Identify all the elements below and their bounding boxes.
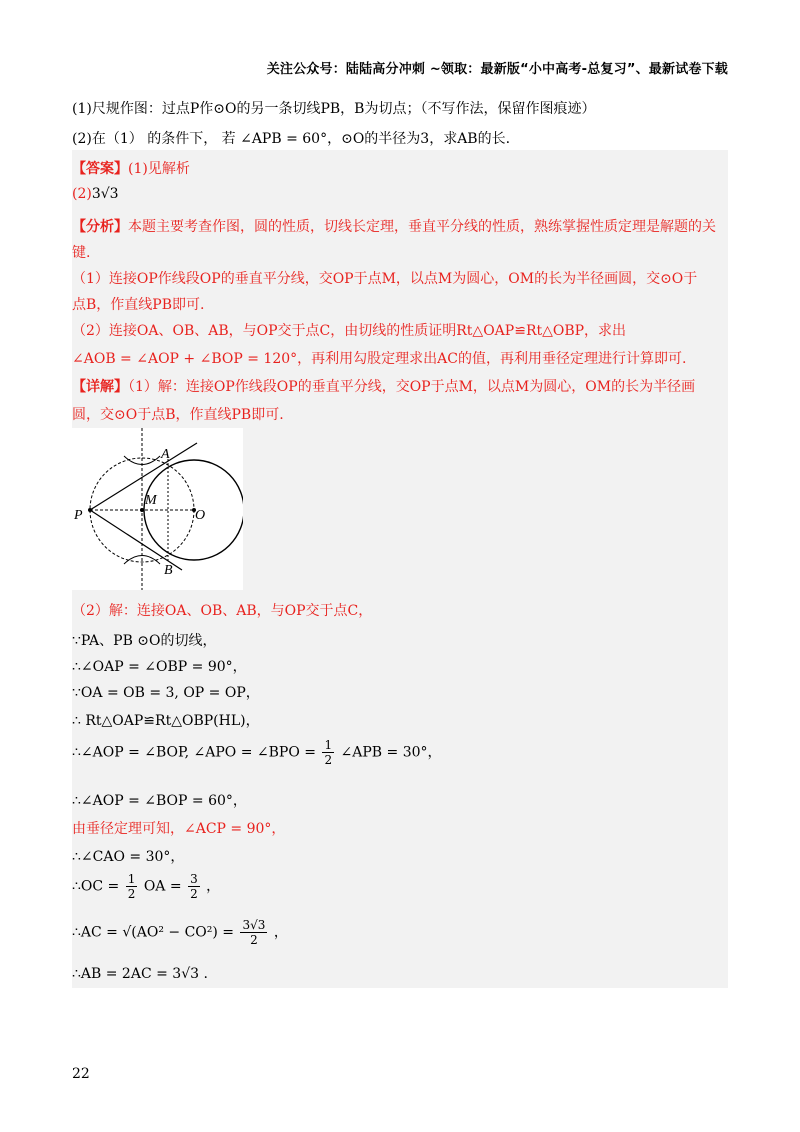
fraction-ac [240,918,267,947]
solution-step-1: （2）解：连接OA、OB、AB，与OP交于点C， [72,603,373,619]
answer-2-value: 3√3 [91,186,119,202]
point-p [88,508,92,512]
question-part-2: (2)在（1） 的条件下， 若 ∠APB = 60°，⊙O的半径为3，求AB的长. [72,131,511,147]
analysis-label: 【分析】 [72,219,128,235]
label-a: A [161,447,170,462]
fraction-three-halves-num: 3 [190,872,198,886]
fraction-ac-den: 2 [250,933,258,947]
question-part-1: (1)尺规作图：过点P作⊙O的另一条切线PB，B为切点；（不写作法，保留作图痕迹） [72,101,596,117]
analysis-line-1 [72,216,716,236]
answer-label: 【答案】 [72,161,128,177]
fraction-half-2-num: 1 [127,872,136,886]
fraction-three-halves [188,872,200,901]
solution-step-3: ∴∠OAP = ∠OBP = 90°， [72,659,247,675]
step-11-b: ， [273,924,288,941]
geometry-svg [72,428,243,590]
analysis-line-2: 键. [72,245,91,261]
point-m [140,508,144,512]
solution-step-4: ∵OA = OB = 3, OP = OP， [72,685,260,701]
tangent-pa [90,443,197,510]
answer-2-prefix: (2) [72,186,92,202]
solution-step-8: 由垂径定理可知，∠ACP = 90°， [72,821,286,837]
detail-label: 【详解】 [72,379,128,395]
answer-1: (1)见解析 [128,161,190,177]
label-b: B [164,563,173,578]
solution-step-5: ∴ Rt△OAP≌Rt△OBP(HL)， [72,713,260,729]
answer-line-1 [72,158,190,178]
fraction-half [322,738,334,767]
analysis-line-5: （2）连接OA、OB、AB，与OP交于点C，由切线的性质证明Rt△OAP≌Rt△OBP，求出 [72,323,627,339]
analysis-line-6: ∠AOB = ∠AOP + ∠BOP = 120°，再利用勾股定理求出AC的值，再利用垂径定理进行计算即可. [72,351,687,367]
fraction-three-halves-den: 2 [190,887,198,901]
step-10-b: OA = [143,878,182,895]
label-p: P [74,508,83,523]
detail-line-1 [72,376,695,396]
analysis-text-1: 本题主要考查作图，圆的性质，切线长定理，垂直平分线的性质，熟练掌握性质定理是解题的关 [128,219,716,235]
solution-step-11 [72,918,288,947]
fraction-ac-num: 3√3 [242,918,266,932]
answer-line-2 [72,186,119,202]
analysis-line-3: （1）连接OP作线段OP的垂直平分线，交OP于点M，以点M为圆心，OM的长为半径画圆，交⊙O于 [72,271,698,287]
step-11-a: ∴AC = √(AO² − CO²) = [72,924,235,941]
fraction-half-den: 2 [324,753,333,767]
fraction-half-2 [126,872,138,901]
geometry-figure [72,428,243,590]
fraction-half-num: 1 [324,738,333,752]
fraction-half-2-den: 2 [127,887,136,901]
page-number: 22 [72,1066,90,1082]
step-10-a: ∴OC = [72,878,120,895]
solution-step-6 [72,738,442,767]
page-header: 关注公众号：陆陆高分冲刺 ~领取：最新版“小中高考-总复习”、最新试卷下载 [266,62,728,77]
solution-step-10 [72,872,220,901]
step-10-c: ， [206,878,221,895]
solution-step-12: ∴AB = 2AC = 3√3 . [72,966,208,982]
label-o: O [195,508,206,523]
analysis-line-4: 点B，作直线PB即可. [72,297,205,313]
solution-step-7: ∴∠AOP = ∠BOP = 60°， [72,793,247,809]
step-6-right: ∠APB = 30°， [340,744,442,761]
step-6-left: ∴∠AOP = ∠BOP, ∠APO = ∠BPO = [72,744,316,761]
detail-text-1: （1）解：连接OP作线段OP的垂直平分线，交OP于点M，以点M为圆心，OM的长为半径画 [128,379,696,395]
label-m: M [145,493,157,508]
detail-line-2: 圆，交⊙O于点B，作直线PB即可. [72,407,284,423]
solution-step-9: ∴∠CAO = 30°， [72,849,185,865]
solution-step-2: ∵PA、PB ⊙O的切线， [72,633,217,649]
